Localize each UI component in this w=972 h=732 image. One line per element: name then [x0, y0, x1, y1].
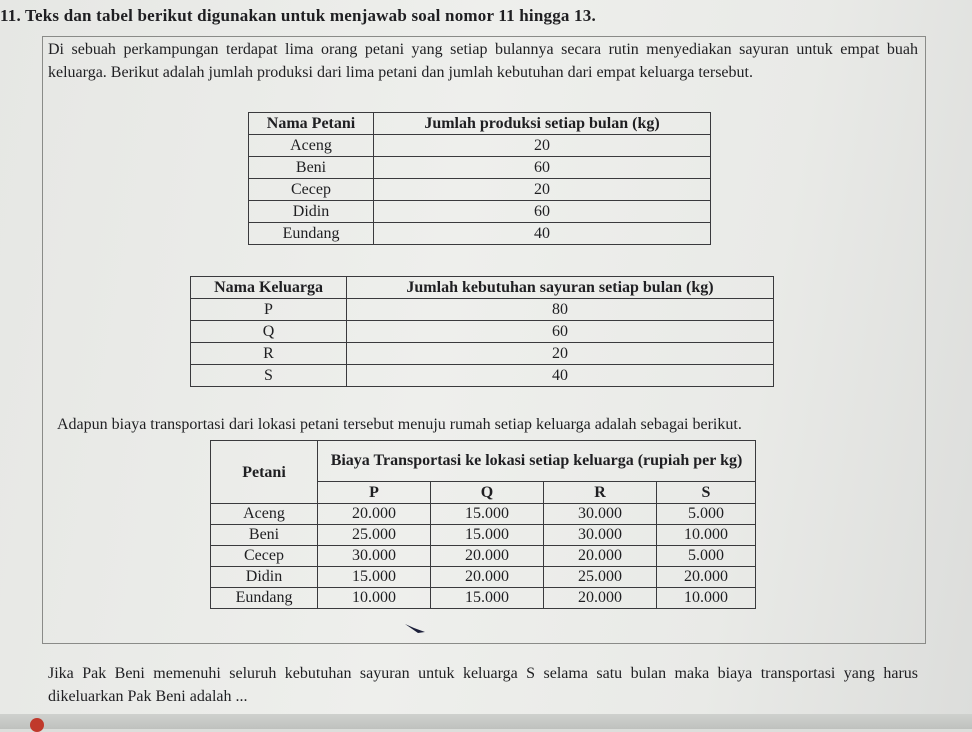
needs-value: 60 — [347, 321, 774, 343]
farmer-name: Cecep — [211, 546, 318, 567]
transport-col-s: S — [657, 482, 756, 504]
table-row — [211, 546, 756, 567]
farmer-name: Eundang — [211, 588, 318, 609]
cost-cell: 30.000 — [318, 546, 431, 567]
table-row — [249, 179, 711, 201]
table-row — [249, 223, 711, 245]
family-name: P — [191, 299, 347, 321]
transport-intro: Adapun biaya transportasi dari lokasi petani tersebut menuju rumah setiap keluarga adalah sebagai berikut. — [57, 416, 742, 433]
table-row — [211, 588, 756, 609]
family-name: Q — [191, 321, 347, 343]
transport-col-q: Q — [431, 482, 544, 504]
intro-paragraph: Di sebuah perkampungan terdapat lima orang petani yang setiap bulannya secara rutin menyediakan sayuran untuk empat buah keluarga. Berikut adalah jumlah produksi dari lima petani dan jumlah kebutuhan dari empat keluarga tersebut. — [48, 41, 918, 81]
table-row — [191, 343, 774, 365]
table-row — [211, 525, 756, 546]
cost-cell: 25.000 — [544, 567, 657, 588]
cost-cell: 10.000 — [657, 525, 756, 546]
table-row — [211, 567, 756, 588]
production-value: 20 — [374, 135, 711, 157]
family-name: S — [191, 365, 347, 387]
transport-group-header-row — [211, 441, 756, 482]
table-row — [249, 157, 711, 179]
farmer-name: Cecep — [249, 179, 374, 201]
table-row — [191, 299, 774, 321]
cost-cell: 20.000 — [318, 504, 431, 525]
production-value: 20 — [374, 179, 711, 201]
cost-cell: 20.000 — [544, 546, 657, 567]
production-col-amount: Jumlah produksi setiap bulan (kg) — [374, 113, 711, 135]
table-row — [249, 135, 711, 157]
cost-cell: 15.000 — [431, 525, 544, 546]
production-value: 40 — [374, 223, 711, 245]
page-bottom-edge — [0, 714, 972, 729]
cost-cell: 5.000 — [657, 546, 756, 567]
farmer-name: Eundang — [249, 223, 374, 245]
question-text: Jika Pak Beni memenuhi seluruh kebutuhan sayuran untuk keluarga S selama satu bulan maka biaya transportasi yang harus dikeluarkan Pak Beni adalah ... — [48, 665, 918, 705]
cost-cell: 20.000 — [431, 546, 544, 567]
farmer-name: Aceng — [211, 504, 318, 525]
red-dot-icon — [30, 718, 44, 732]
transport-col-r: R — [544, 482, 657, 504]
farmer-name: Beni — [211, 525, 318, 546]
needs-col-amount: Jumlah kebutuhan sayuran setiap bulan (kg) — [347, 277, 774, 299]
cost-cell: 10.000 — [318, 588, 431, 609]
cost-cell: 20.000 — [431, 567, 544, 588]
table-row — [211, 504, 756, 525]
needs-header-row — [191, 277, 774, 299]
cost-cell: 10.000 — [657, 588, 756, 609]
cost-cell: 15.000 — [431, 588, 544, 609]
question-heading: 11. Teks dan tabel berikut digunakan untuk menjawab soal nomor 11 hingga 13. — [0, 6, 596, 25]
table-row — [249, 201, 711, 223]
cost-cell: 30.000 — [544, 525, 657, 546]
cost-cell: 30.000 — [544, 504, 657, 525]
table-row — [191, 365, 774, 387]
cost-cell: 20.000 — [544, 588, 657, 609]
needs-col-family: Nama Keluarga — [191, 277, 347, 299]
production-value: 60 — [374, 157, 711, 179]
transport-table — [210, 440, 756, 609]
transport-col-farmer: Petani — [211, 441, 318, 504]
needs-table — [190, 276, 774, 387]
cost-cell: 25.000 — [318, 525, 431, 546]
cost-cell: 15.000 — [431, 504, 544, 525]
table-row — [191, 321, 774, 343]
cost-cell: 5.000 — [657, 504, 756, 525]
pen-mark-icon — [404, 622, 426, 634]
production-col-name: Nama Petani — [249, 113, 374, 135]
farmer-name: Didin — [249, 201, 374, 223]
farmer-name: Beni — [249, 157, 374, 179]
needs-value: 80 — [347, 299, 774, 321]
production-table — [248, 112, 711, 245]
production-value: 60 — [374, 201, 711, 223]
farmer-name: Didin — [211, 567, 318, 588]
cost-cell: 15.000 — [318, 567, 431, 588]
needs-value: 20 — [347, 343, 774, 365]
cost-cell: 20.000 — [657, 567, 756, 588]
farmer-name: Aceng — [249, 135, 374, 157]
needs-value: 40 — [347, 365, 774, 387]
transport-col-p: P — [318, 482, 431, 504]
family-name: R — [191, 343, 347, 365]
transport-group-header: Biaya Transportasi ke lokasi setiap keluarga (rupiah per kg) — [318, 441, 756, 482]
production-header-row — [249, 113, 711, 135]
